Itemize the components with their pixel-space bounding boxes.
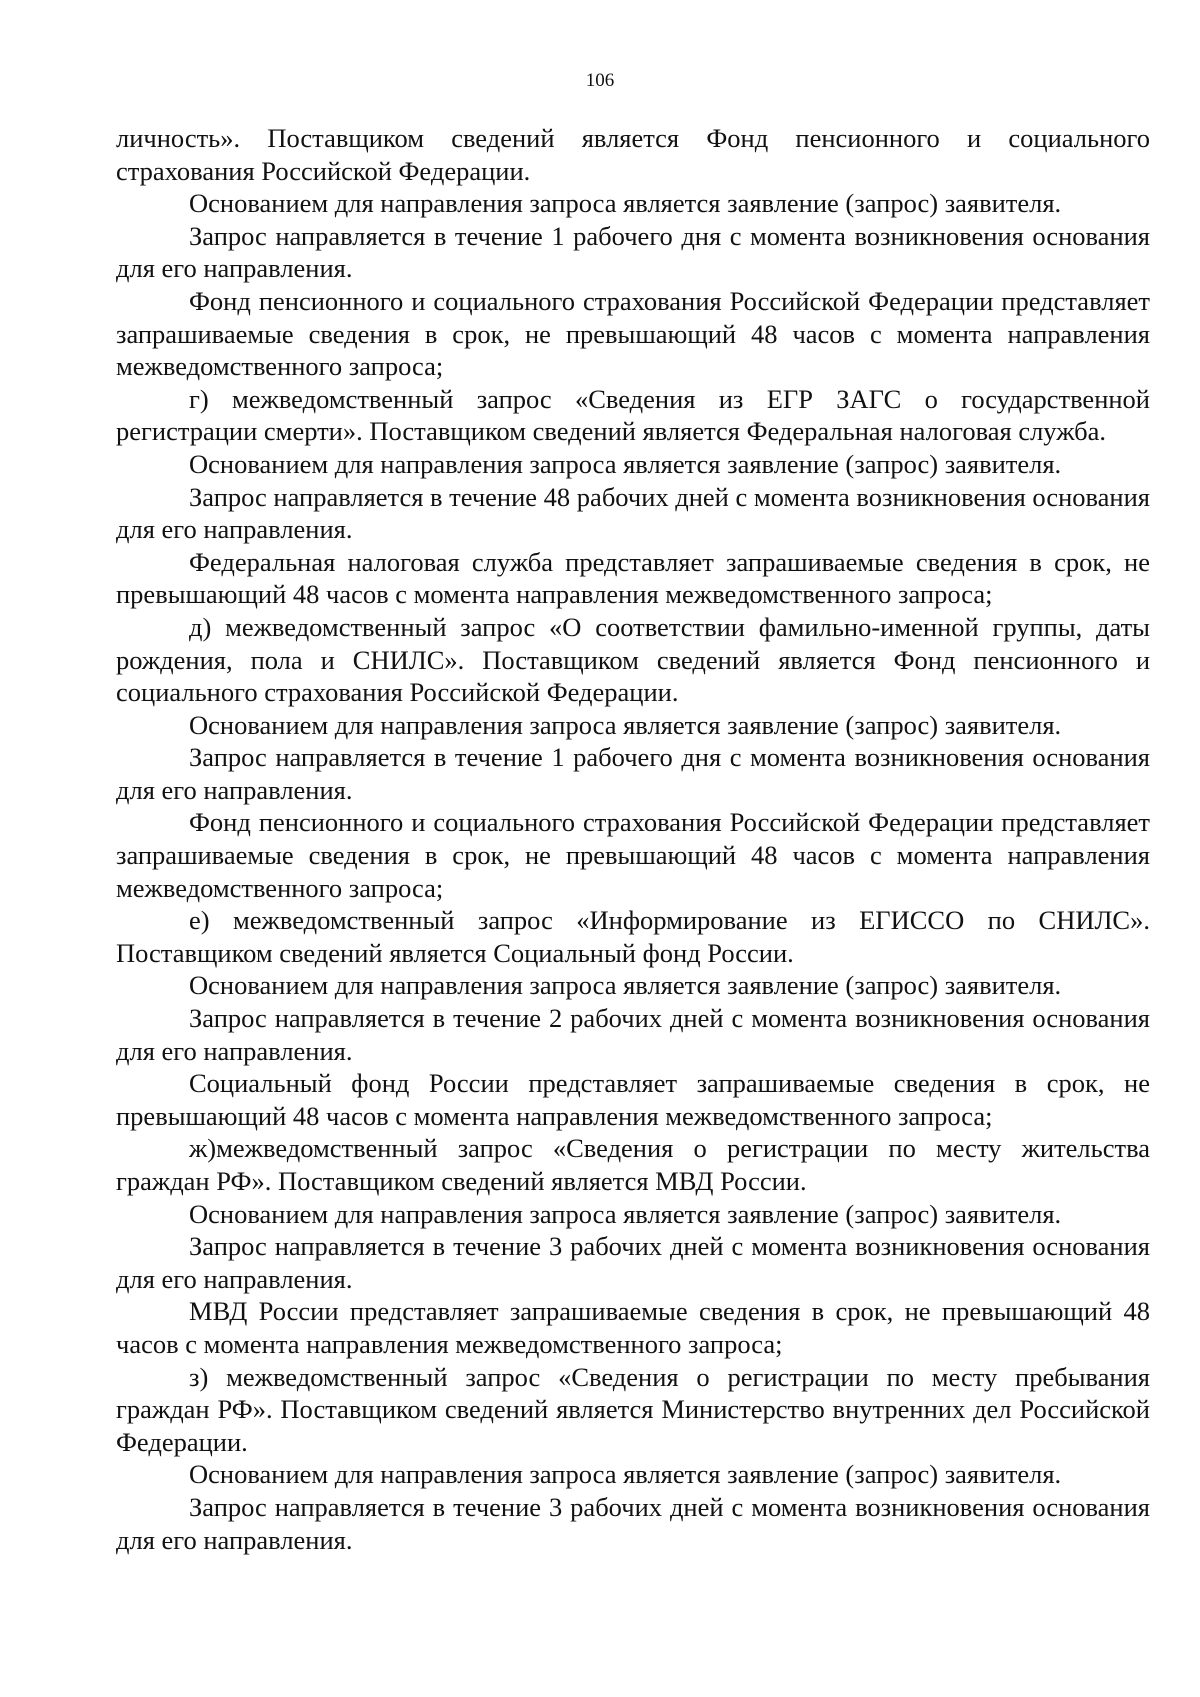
paragraph: личность». Поставщиком сведений является Фонд пенсионного и социального страхования Российской Федерации. <box>116 123 1150 186</box>
page-number: 106 <box>585 70 615 91</box>
paragraph: Фонд пенсионного и социального страхования Российской Федерации представляет запрашиваемые сведения в срок, не превышающий 48 часов с момента направления межведомственного запроса; <box>116 807 1150 903</box>
paragraph: Федеральная налоговая служба представляет запрашиваемые сведения в срок, не превышающий 48 часов с момента направления межведомственного запроса; <box>116 546 1150 610</box>
paragraph: Основанием для направления запроса является заявление (запрос) заявителя. <box>189 448 1062 479</box>
paragraph: Основанием для направления запроса является заявление (запрос) заявителя. <box>189 188 1062 219</box>
paragraph: д) межведомственный запрос «О соответствии фамильно-именной группы, даты рождения, пола и СНИЛС». Поставщиком сведений является Фонд пенсионного и социального страхования Российской Федерации. <box>116 611 1150 708</box>
paragraph: Запрос направляется в течение 1 рабочего дня с момента возникновения основания для его направления. <box>116 220 1150 284</box>
paragraph: Запрос направляется в течение 3 рабочих дней с момента возникновения основания для его направления. <box>116 1231 1150 1294</box>
paragraph: г) межведомственный запрос «Сведения из ЕГР ЗАГС о государственной регистрации смерти». Поставщиком сведений является Федеральная налоговая служба. <box>116 383 1150 447</box>
paragraph: з) межведомственный запрос «Сведения о регистрации по месту пребывания граждан РФ». Поставщиком сведений является Министерство внутренних дел Российской Федерации. <box>116 1361 1150 1457</box>
paragraph: е) межведомственный запрос «Информирование из ЕГИССО по СНИЛС». Поставщиком сведений является Социальный фонд России. <box>116 905 1150 968</box>
document-body <box>116 122 1150 1556</box>
paragraph: ж)межведомственный запрос «Сведения о регистрации по месту жительства граждан РФ». Поставщиком сведений является МВД России. <box>116 1133 1150 1196</box>
paragraph: МВД России представляет запрашиваемые сведения в срок, не превышающий 48 часов с момента направления межведомственного запроса; <box>116 1296 1150 1359</box>
paragraph: Запрос направляется в течение 3 рабочих дней с момента возникновения основания для его направления. <box>116 1491 1150 1555</box>
paragraph: Фонд пенсионного и социального страхования Российской Федерации представляет запрашиваемые сведения в срок, не превышающий 48 часов с момента направления межведомственного запроса; <box>116 285 1150 382</box>
paragraph: Основанием для направления запроса является заявление (запрос) заявителя. <box>189 970 1062 1001</box>
paragraph: Основанием для направления запроса является заявление (запрос) заявителя. <box>189 709 1062 740</box>
paragraph: Основанием для направления запроса является заявление (запрос) заявителя. <box>189 1198 1062 1229</box>
paragraph: Основанием для направления запроса является заявление (запрос) заявителя. <box>189 1459 1062 1490</box>
paragraph: Запрос направляется в течение 1 рабочего дня с момента возникновения основания для его направления. <box>116 742 1150 805</box>
paragraph: Запрос направляется в течение 2 рабочих дней с момента возникновения основания для его направления. <box>116 1003 1150 1066</box>
paragraph: Социальный фонд России представляет запрашиваемые сведения в срок, не превышающий 48 часов с момента направления межведомственного запроса; <box>116 1068 1150 1131</box>
paragraph: Запрос направляется в течение 48 рабочих дней с момента возникновения основания для его направления. <box>116 481 1150 545</box>
